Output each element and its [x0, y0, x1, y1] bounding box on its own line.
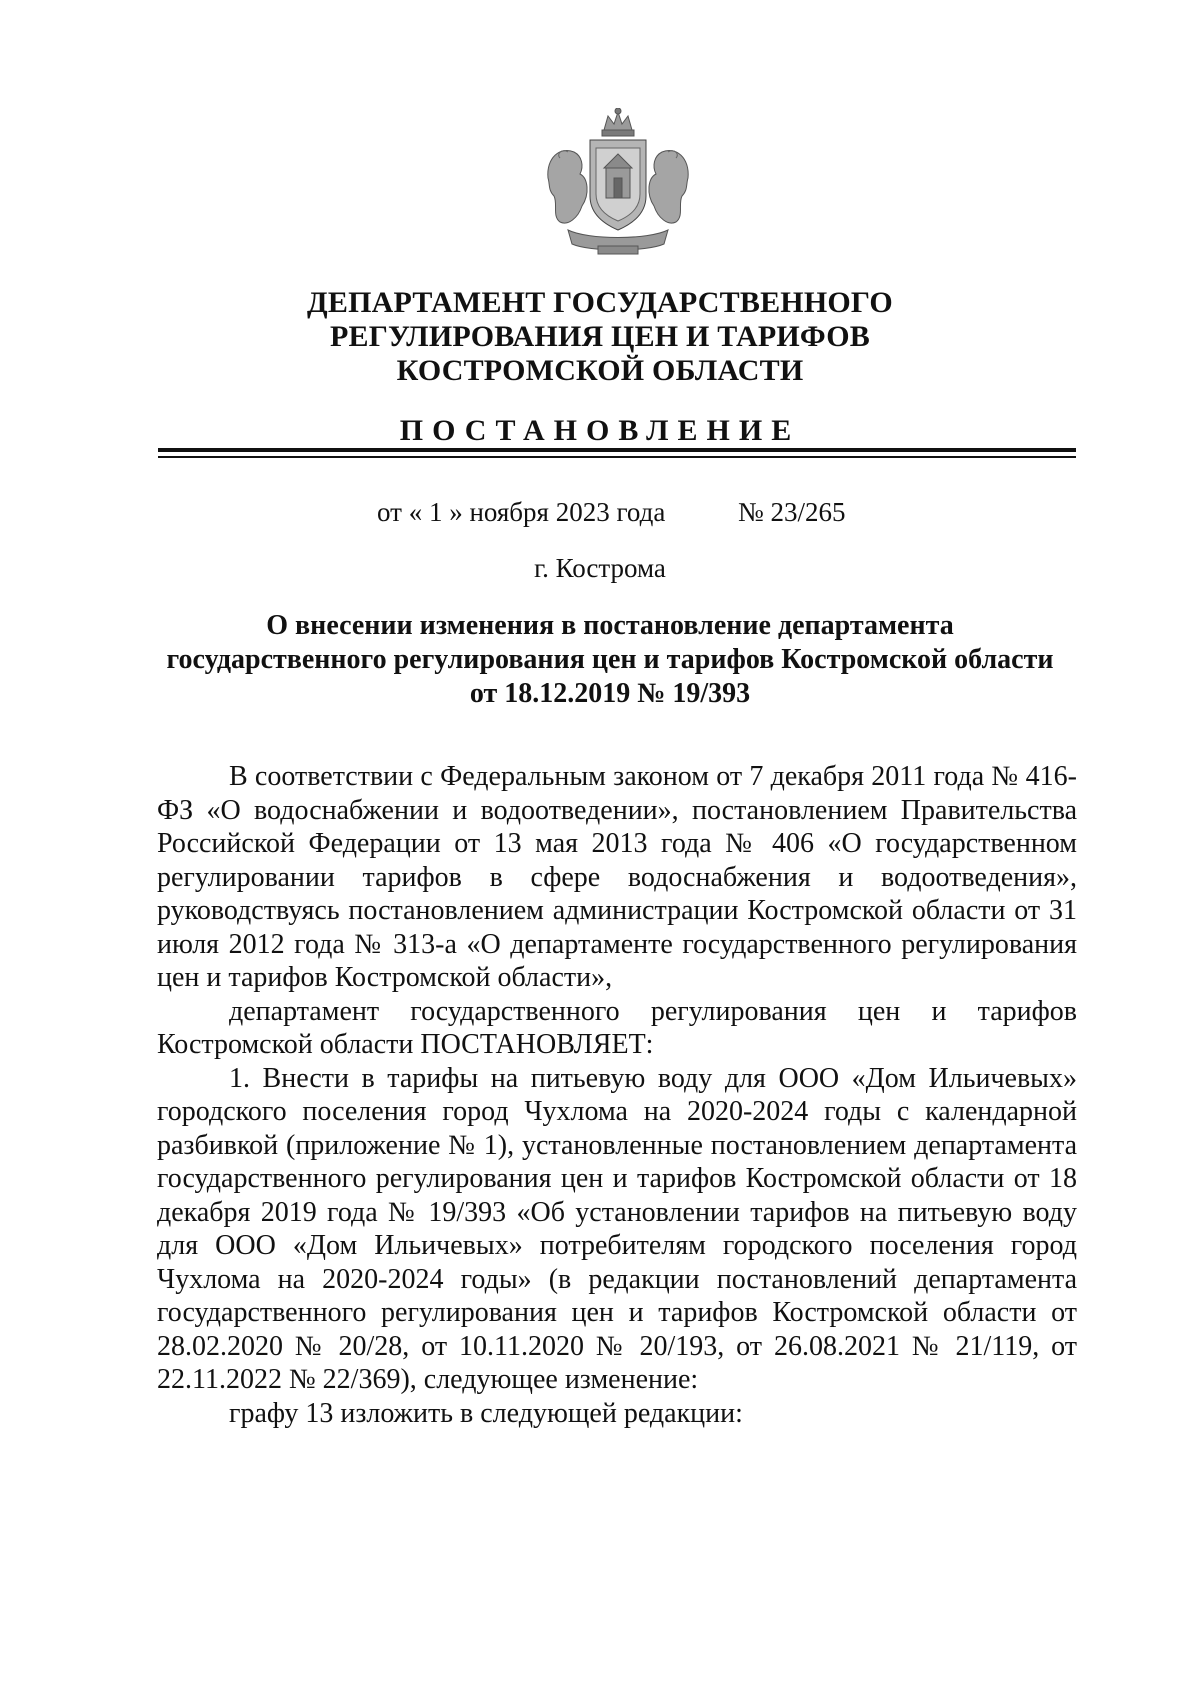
- department-name: [0, 286, 1200, 388]
- body-paragraph: графу 13 изложить в следующей редакции:: [229, 1397, 743, 1429]
- department-line: КОСТРОМСКОЙ ОБЛАСТИ: [396, 354, 804, 387]
- subject-line: О внесении изменения в постановление департамента: [266, 610, 954, 641]
- document-number: № 23/265: [738, 497, 846, 527]
- document-subject: [140, 609, 1080, 711]
- department-line: ДЕПАРТАМЕНТ ГОСУДАРСТВЕННОГО: [307, 286, 893, 319]
- subject-line: от 18.12.2019 № 19/393: [469, 678, 751, 709]
- body-paragraph: 1. Внести в тарифы на питьевую воду для ООО «Дом Ильичевых» городского поселения город Чухлома на 2020-2024 годы с календарной разбивкой (приложение № 1), установленные постановлением департамента государственного регулирования цен и тарифов Костромской области от 18 декабря 2019 года № 19/393 «Об установлении тарифов на питьевую воду для ООО «Дом Ильичевых» потребителям городского поселения город Чухлома на 2020-2024 годы» (в редакции постановлений департамента государственного регулирования цен и тарифов Костромской области от 28.02.2020 № 20/28, от 10.11.2020 № 20/193, от 26.08.2021 № 21/119, от 22.11.2022 № 22/369), следующее изменение:: [157, 1062, 1077, 1395]
- body-paragraph: департамент государственного регулирования цен и тарифов Костромской области ПОСТАНОВЛЯЕТ:: [157, 995, 1077, 1060]
- coat-of-arms-icon: [538, 108, 698, 258]
- document-body: [157, 760, 1077, 1430]
- document-type: ПОСТАНОВЛЕНИЕ: [399, 414, 801, 447]
- subject-line: государственного регулирования цен и тарифов Костромской области: [166, 644, 1054, 675]
- department-line: РЕГУЛИРОВАНИЯ ЦЕН И ТАРИФОВ: [329, 320, 870, 353]
- body-paragraph: В соответствии с Федеральным законом от 7 декабря 2011 года № 416-ФЗ «О водоснабжении и водоотведении», постановлением Правительства Российской Федерации от 13 мая 2013 года № 406 «О государственном регулировании тарифов в сфере водоснабжения и водоотведения», руководствуясь постановлением администрации Костромской области от 31 июля 2012 года № 313-а «О департаменте государственного регулирования цен и тарифов Костромской области»,: [157, 761, 1077, 993]
- header-rule-thick: [158, 448, 1076, 452]
- document-city: г. Кострома: [534, 553, 666, 583]
- document-date: от « 1 » ноября 2023 года: [377, 497, 666, 527]
- header-rule-thin: [158, 456, 1076, 458]
